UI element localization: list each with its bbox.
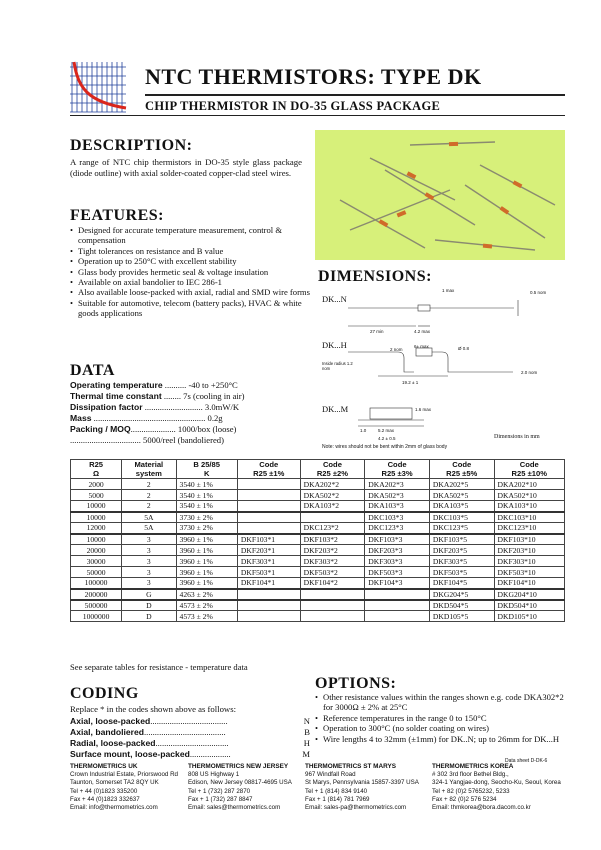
- options-heading: OPTIONS:: [315, 675, 397, 692]
- table-cell: 100000: [71, 578, 122, 589]
- table-row: [71, 523, 565, 534]
- company-logo: [68, 58, 130, 116]
- table-cell: DKF203*2: [300, 545, 365, 556]
- dim-label: 27 min: [370, 329, 384, 334]
- table-cell: DKF203*5: [429, 545, 494, 556]
- table-cell: DKF203*3: [365, 545, 430, 556]
- table-cell: DKA502*5: [429, 490, 494, 501]
- coding-row: Surface mount, loose-packed ................... M: [70, 749, 310, 759]
- table-cell: [300, 611, 365, 622]
- table-cell: DKF103*10: [494, 534, 564, 545]
- table-cell: 2000: [71, 479, 122, 490]
- table-cell: DKF104*1: [237, 578, 300, 589]
- footer-office: THERMOMETRICS UK Crown Industrial Estate, Priorswood Rd Taunton, Somerset TA2 8QY UK Tel + 44 (0)1823 335200 Fax + 44 (0)1823 332637 Email: info@thermometrics.com: [70, 763, 178, 812]
- data-row: Dissipation factor ........................... 3.0mW/K: [70, 402, 240, 412]
- feature-item: • Operation up to 250°C with excellent stability: [70, 256, 310, 266]
- page-title: NTC THERMISTORS: TYPE DK: [145, 64, 482, 89]
- table-cell: 2: [122, 479, 176, 490]
- table-cell: DKA103*3: [365, 501, 430, 512]
- option-item: • Wire lengths 4 to 32mm (±1mm) for DK..N; up to 26mm for DK...H: [315, 734, 565, 744]
- coding-intro: Replace * in the codes shown above as follows:: [70, 704, 236, 714]
- table-cell: [365, 611, 430, 622]
- table-cell: DKC103*10: [494, 512, 564, 523]
- option-item: • Other resistance values within the ranges shown e.g. code DKA302*2 for 3000Ω ± 2% at 25°C: [315, 692, 565, 713]
- table-row: [71, 501, 565, 512]
- table-cell: [237, 589, 300, 600]
- dim-label: 0.5 nom: [530, 290, 547, 295]
- table-cell: 5A: [122, 523, 176, 534]
- table-row: [71, 512, 565, 523]
- table-cell: DKF103*1: [237, 534, 300, 545]
- column-header: R25 Ω: [71, 460, 122, 479]
- table-cell: DKA202*2: [300, 479, 365, 490]
- table-cell: 4263 ± 2%: [176, 589, 237, 600]
- table-cell: 3: [122, 545, 176, 556]
- table-cell: DKA502*2: [300, 490, 365, 501]
- table-cell: [365, 589, 430, 600]
- table-cell: [237, 512, 300, 523]
- table-cell: [365, 600, 430, 611]
- table-cell: 4573 ± 2%: [176, 600, 237, 611]
- table-cell: DKF503*10: [494, 567, 564, 578]
- table-cell: 10000: [71, 512, 122, 523]
- dim-label: 2.0 nom: [521, 370, 538, 375]
- option-item: • Operation to 300°C (no solder coating on wires): [315, 723, 565, 733]
- dk-n-label: DK...N: [322, 294, 347, 304]
- table-cell: D: [122, 611, 176, 622]
- table-cell: [237, 479, 300, 490]
- table-cell: 12000: [71, 523, 122, 534]
- coding-row: Radial, loose-packed .................................. H: [70, 738, 310, 748]
- table-cell: DKF503*3: [365, 567, 430, 578]
- table-cell: [237, 501, 300, 512]
- feature-item: • Tight tolerances on resistance and B value: [70, 246, 310, 256]
- table-cell: DKA103*10: [494, 501, 564, 512]
- table-cell: D: [122, 600, 176, 611]
- table-cell: 3540 ± 1%: [176, 501, 237, 512]
- dim-label: 4.2 max: [414, 329, 431, 334]
- table-cell: 3730 ± 2%: [176, 523, 237, 534]
- dimensions-note: Note: wires should not be bent within 2mm of glass body: [322, 444, 448, 450]
- dim-label: 5.2 max: [378, 428, 395, 433]
- table-cell: DKF203*10: [494, 545, 564, 556]
- datasheet-id: Data sheet D-DK-6: [505, 758, 548, 764]
- data-list: [70, 380, 310, 446]
- table-row: [71, 545, 565, 556]
- table-cell: DKC103*3: [365, 512, 430, 523]
- dim-label: 1 max: [442, 288, 455, 293]
- footer-office: THERMOMETRICS KOREA # 302 3rd floor Bethel Bldg., 324-1 Yangjae-dong, Seocho-Ku, Seoul, Korea Tel + 82 (0)2 5765232, 5233 Fax + 82 (0)2 576 5234 Email: thmkorea@bora.dacom.co.kr: [432, 763, 561, 812]
- table-cell: 3540 ± 1%: [176, 490, 237, 501]
- table-cell: 3960 ± 1%: [176, 534, 237, 545]
- table-row: [71, 479, 565, 490]
- option-item: • Reference temperatures in the range 0 to 150°C: [315, 713, 565, 723]
- table-cell: [237, 611, 300, 622]
- table-cell: [237, 600, 300, 611]
- table-cell: DKF203*1: [237, 545, 300, 556]
- data-row: Thermal time constant ........ 7s (cooling in air): [70, 391, 245, 401]
- table-cell: DKC123*10: [494, 523, 564, 534]
- column-header: Material system: [122, 460, 176, 479]
- footer: [70, 763, 570, 812]
- page-subtitle: CHIP THERMISTOR IN DO-35 GLASS PACKAGE: [145, 99, 441, 113]
- table-cell: DKF303*10: [494, 556, 564, 567]
- dimensions-heading: DIMENSIONS:: [318, 268, 432, 285]
- table-row: [71, 556, 565, 567]
- table-cell: DKF503*5: [429, 567, 494, 578]
- dim-label: 6± max: [414, 344, 429, 349]
- table-cell: DKF104*5: [429, 578, 494, 589]
- table-cell: 200000: [71, 589, 122, 600]
- column-header: Code R25 ±3%: [365, 460, 430, 479]
- feature-item: • Glass body provides hermetic seal & voltage insulation: [70, 267, 310, 277]
- table-cell: 1000000: [71, 611, 122, 622]
- table-cell: 30000: [71, 556, 122, 567]
- table-cell: 3960 ± 1%: [176, 578, 237, 589]
- table-cell: 5A: [122, 512, 176, 523]
- table-cell: DKC123*2: [300, 523, 365, 534]
- table-cell: DKA202*3: [365, 479, 430, 490]
- table-cell: DKF103*3: [365, 534, 430, 545]
- table-cell: 3: [122, 567, 176, 578]
- description-text: A range of NTC chip thermistors in DO-35 style glass package (diode outline) with axial solder-coated copper-clad steel wires.: [70, 157, 302, 178]
- table-cell: DKA103*5: [429, 501, 494, 512]
- table-row: [71, 490, 565, 501]
- dk-h-label: DK...H: [322, 340, 347, 350]
- table-cell: 500000: [71, 600, 122, 611]
- coding-row: Axial, loose-packed .................................... N: [70, 716, 310, 726]
- table-cell: DKC103*5: [429, 512, 494, 523]
- column-header: Code R25 ±1%: [237, 460, 300, 479]
- coding-list: [70, 716, 310, 760]
- options-list: [315, 692, 565, 744]
- table-cell: DKG204*10: [494, 589, 564, 600]
- column-header: Code R25 ±5%: [429, 460, 494, 479]
- table-cell: DKF104*10: [494, 578, 564, 589]
- table-cell: DKA103*2: [300, 501, 365, 512]
- dimensions-units: Dimensions in mm: [494, 434, 540, 440]
- feature-item: • Designed for accurate temperature measurement, control & compensation: [70, 225, 310, 246]
- table-cell: 3: [122, 578, 176, 589]
- subtitle-rule: [70, 115, 565, 116]
- dk-m-label: DK...M: [322, 404, 349, 414]
- table-row: [71, 600, 565, 611]
- table-cell: DKF303*5: [429, 556, 494, 567]
- table-row: [71, 534, 565, 545]
- table-cell: DKA502*10: [494, 490, 564, 501]
- table-cell: DKF303*3: [365, 556, 430, 567]
- dim-label: 4.2 ± 0.5: [378, 436, 396, 441]
- dim-label: 1.0: [360, 428, 367, 433]
- table-cell: DKF303*2: [300, 556, 365, 567]
- table-row: [71, 611, 565, 622]
- data-row: Packing / MOQ..................... 1000/box (loose): [70, 424, 237, 434]
- table-cell: G: [122, 589, 176, 600]
- table-cell: DKD504*5: [429, 600, 494, 611]
- table-cell: DKA202*5: [429, 479, 494, 490]
- table-cell: 3540 ± 1%: [176, 479, 237, 490]
- table-cell: DKC123*5: [429, 523, 494, 534]
- table-cell: 3960 ± 1%: [176, 545, 237, 556]
- table-cell: 20000: [71, 545, 122, 556]
- table-cell: DKF103*2: [300, 534, 365, 545]
- table-cell: 2: [122, 490, 176, 501]
- table-cell: 50000: [71, 567, 122, 578]
- column-header: Code R25 ±2%: [300, 460, 365, 479]
- table-cell: [300, 589, 365, 600]
- table-cell: 5000: [71, 490, 122, 501]
- data-row: Mass .................................................... 0.2g: [70, 413, 223, 423]
- title-rule: [145, 94, 565, 96]
- table-cell: DKF503*1: [237, 567, 300, 578]
- feature-item: • Also available loose-packed with axial, radial and SMD wire forms: [70, 287, 310, 297]
- data-row: ................................. 5000/reel (bandoliered): [70, 435, 224, 445]
- features-heading: FEATURES:: [70, 207, 164, 224]
- description-heading: DESCRIPTION:: [70, 137, 193, 154]
- table-cell: [237, 490, 300, 501]
- table-cell: DKF104*2: [300, 578, 365, 589]
- table-cell: 3730 ± 2%: [176, 512, 237, 523]
- table-cell: DKG204*5: [429, 589, 494, 600]
- column-header: Code R25 ±10%: [494, 460, 564, 479]
- table-cell: 3960 ± 1%: [176, 556, 237, 567]
- data-heading: DATA: [70, 362, 115, 379]
- table-cell: DKC123*3: [365, 523, 430, 534]
- table-cell: DKD105*5: [429, 611, 494, 622]
- table-cell: DKF104*3: [365, 578, 430, 589]
- feature-item: • Available on axial bandolier to IEC 286-1: [70, 277, 310, 287]
- dim-label: Inside radius 1.2 nom: [322, 361, 353, 371]
- table-cell: DKF303*1: [237, 556, 300, 567]
- table-cell: DKF103*5: [429, 534, 494, 545]
- table-cell: 3: [122, 534, 176, 545]
- coding-row: Axial, bandoliered ...................................... B: [70, 727, 310, 737]
- dim-label: 2 nom: [390, 347, 403, 352]
- table-cell: 3: [122, 556, 176, 567]
- table-cell: [300, 600, 365, 611]
- table-cell: [237, 523, 300, 534]
- table-cell: 10000: [71, 534, 122, 545]
- table-cell: 2: [122, 501, 176, 512]
- table-cell: DKD504*10: [494, 600, 564, 611]
- feature-item: • Suitable for automotive, telecom (battery packs), HVAC & white goods applications: [70, 298, 310, 319]
- data-row: Operating temperature .......... -40 to +250°C: [70, 380, 238, 390]
- coding-heading: CODING: [70, 685, 139, 702]
- dim-label: Ø 0.8: [458, 346, 470, 351]
- table-row: [71, 567, 565, 578]
- table-cell: 4573 ± 2%: [176, 611, 237, 622]
- table-cell: DKA202*10: [494, 479, 564, 490]
- table-cell: DKA502*3: [365, 490, 430, 501]
- footer-office: THERMOMETRICS ST MARYS 967 Windfall Road St Marys, Pennsylvania 15857-3397 USA Tel + 1 (814) 834 9140 Fax + 1 (814) 781 7969 Email: sales-pa@thermometrics.com: [305, 763, 419, 812]
- footer-office: THERMOMETRICS NEW JERSEY 808 US Highway 1 Edison, New Jersey 08817-4695 USA Tel + 1 (732) 287 2870 Fax + 1 (732) 287 8847 Email: sales@thermometrics.com: [188, 763, 292, 812]
- dimensions-drawing: [318, 286, 568, 454]
- table-cell: 3960 ± 1%: [176, 567, 237, 578]
- table-cell: DKF503*2: [300, 567, 365, 578]
- product-table: [70, 459, 565, 622]
- table-cell: 10000: [71, 501, 122, 512]
- column-header: B 25/85 K: [176, 460, 237, 479]
- table-row: [71, 589, 565, 600]
- product-photo: [315, 130, 565, 260]
- table-row: [71, 578, 565, 589]
- table-cell: DKD105*10: [494, 611, 564, 622]
- table-cell: [300, 512, 365, 523]
- features-list: [70, 225, 310, 319]
- table-footnote: See separate tables for resistance - temperature data: [70, 662, 248, 672]
- dim-label: 19.2 ± 1: [402, 380, 419, 385]
- dim-label: 1.6 max: [415, 407, 432, 412]
